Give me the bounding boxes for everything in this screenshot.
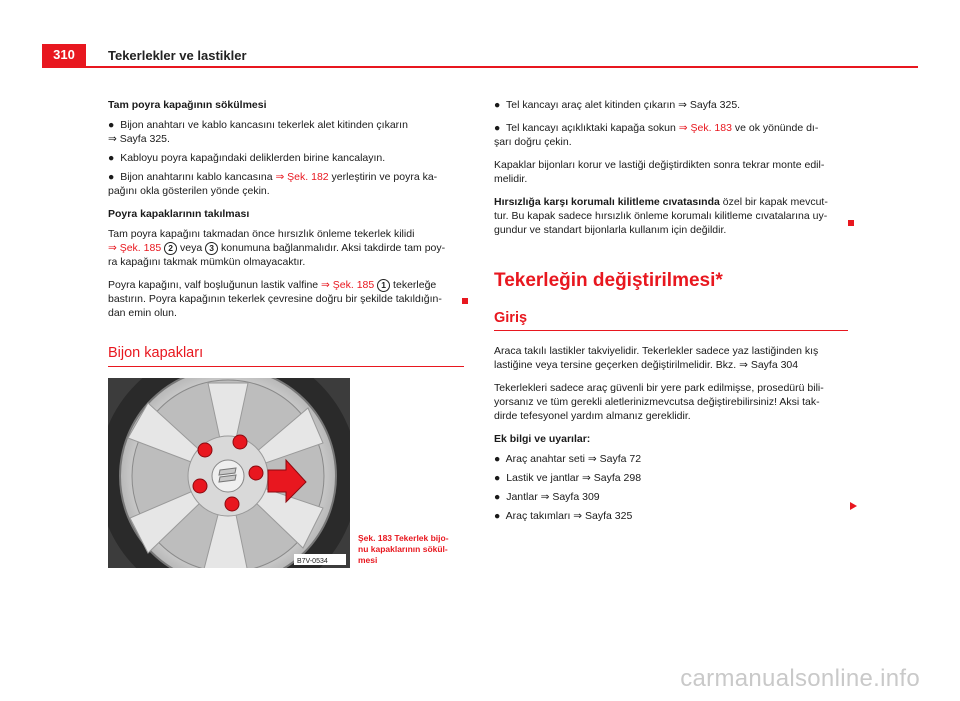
bullet-icon: ● <box>494 472 501 484</box>
figure-caption: Şek. 183 Tekerlek bijo- nu kapaklarının sökül- mesi <box>358 533 449 565</box>
continue-arrow-icon[interactable] <box>850 502 857 510</box>
page-header-title: Tekerlekler ve lastikler <box>108 48 247 63</box>
bullet-icon: ● <box>108 119 115 131</box>
callout-number-3: 3 <box>205 242 218 255</box>
watermark: carmanualsonline.info <box>680 665 920 692</box>
callout-number-2: 2 <box>164 242 177 255</box>
list-item: ● Tel kancayı açıklıktaki kapağa sokun ⇒ Şek. 183 ve ok yönünde dı- şarı doğru çekin. <box>494 122 819 148</box>
bullet-icon: ● <box>494 122 501 134</box>
section-rule <box>108 366 464 367</box>
bullet-icon: ● <box>494 453 501 465</box>
link-item[interactable]: ● Araç takımları ⇒ Sayfa 325 <box>494 510 633 522</box>
header-rule <box>42 66 918 68</box>
callout-number-1: 1 <box>377 279 390 292</box>
figure-link[interactable]: ⇒ Şek. 183 <box>678 122 732 134</box>
page-number: 310 <box>42 44 86 66</box>
paragraph: Tekerlekleri sadece araç güvenli bir yere park edilmişse, prosedürü bili- yorsanız ve tüm gerekli aletlerinizmevcutsa değiştirebilirsiniz! Aksi tak- dirde tefesyonel yardım almanız gereklidir. <box>494 382 824 422</box>
bullet-icon: ● <box>494 510 501 522</box>
paragraph: Araca takılı lastikler takviyelidir. Tekerlekler sadece yaz lastiğinden kış lastiğine veya tersine geçerken değiştirilmelidir. Bkz. ⇒ Sayfa 304 <box>494 345 819 371</box>
section-title: Bijon kapakları <box>108 345 204 361</box>
bullet-icon: ● <box>494 491 501 503</box>
chapter-title: Tekerleğin değiştirilmesi* <box>494 270 723 291</box>
section-heading: Tam poyra kapağının sökülmesi <box>108 99 267 111</box>
paragraph: Kapaklar bijonları korur ve lastiği değiştirdikten sonra tekrar monte edil- melidir. <box>494 159 825 185</box>
link-item[interactable]: ● Jantlar ⇒ Sayfa 309 <box>494 491 600 503</box>
section-end-marker <box>848 220 854 226</box>
link-item[interactable]: ● Lastik ve jantlar ⇒ Sayfa 298 <box>494 472 642 484</box>
figure-link[interactable]: ⇒ Şek. 185 <box>108 242 162 254</box>
subsection-rule <box>494 330 848 331</box>
bullet-icon: ● <box>494 99 501 111</box>
figure-link[interactable]: ⇒ Şek. 185 <box>321 279 375 291</box>
page-link[interactable]: ⇒ Sayfa 325. <box>108 133 170 145</box>
list-item: ● Bijon anahtarını kablo kancasına ⇒ Şek. 182 yerleştirin ve poyra ka- pağını okla gösterilen yönde çekin. <box>108 171 438 197</box>
list-item: ● Bijon anahtarı ve kablo kancasını tekerlek alet kitinden çıkarın ⇒ Sayfa 325. <box>108 119 408 145</box>
right-column <box>494 98 854 246</box>
figure-code: B7V-0534 <box>297 558 328 565</box>
figure-link[interactable]: ⇒ Şek. 182 <box>275 171 329 183</box>
right-column-lower <box>494 344 854 528</box>
paragraph: Poyra kapağını, valf boşluğunun lastik valfine ⇒ Şek. 185 1 tekerleğe bastırın. Poyra kapağının tekerlek çevresine doğru bir şekilde takıldığın- dan emin olun. <box>108 279 442 319</box>
section-end-marker <box>462 298 468 304</box>
subsection-title: Giriş <box>494 310 528 326</box>
bullet-icon: ● <box>108 152 115 164</box>
paragraph: Hırsızlığa karşı korumalı kilitleme cıvatasında özel bir kapak mevcut- tur. Bu kapak sadece hırsızlık önleme korumalı kilitleme cıvatalarına uy- gundur ve standart bijonlarla kullanım için değildir. <box>494 196 828 236</box>
wheel-figure <box>108 378 350 568</box>
paragraph: Tam poyra kapağını takmadan önce hırsızlık önleme tekerlek kilidi ⇒ Şek. 185 2 veya 3 konumuna bağlanmalıdır. Aksi takdirde tam poy- ra kapağını takmak mümkün olmayacaktır. <box>108 228 446 268</box>
left-column <box>108 98 468 329</box>
link-item[interactable]: ● Araç anahtar seti ⇒ Sayfa 72 <box>494 453 642 465</box>
section-heading: Poyra kapaklarının takılması <box>108 208 250 220</box>
list-item: ● Kabloyu poyra kapağındaki deliklerden birine kancalayın. <box>108 152 386 164</box>
info-heading: Ek bilgi ve uyarılar: <box>494 433 591 445</box>
bullet-icon: ● <box>108 171 115 183</box>
list-item: ● Tel kancayı araç alet kitinden çıkarın ⇒ Sayfa 325. <box>494 99 741 111</box>
